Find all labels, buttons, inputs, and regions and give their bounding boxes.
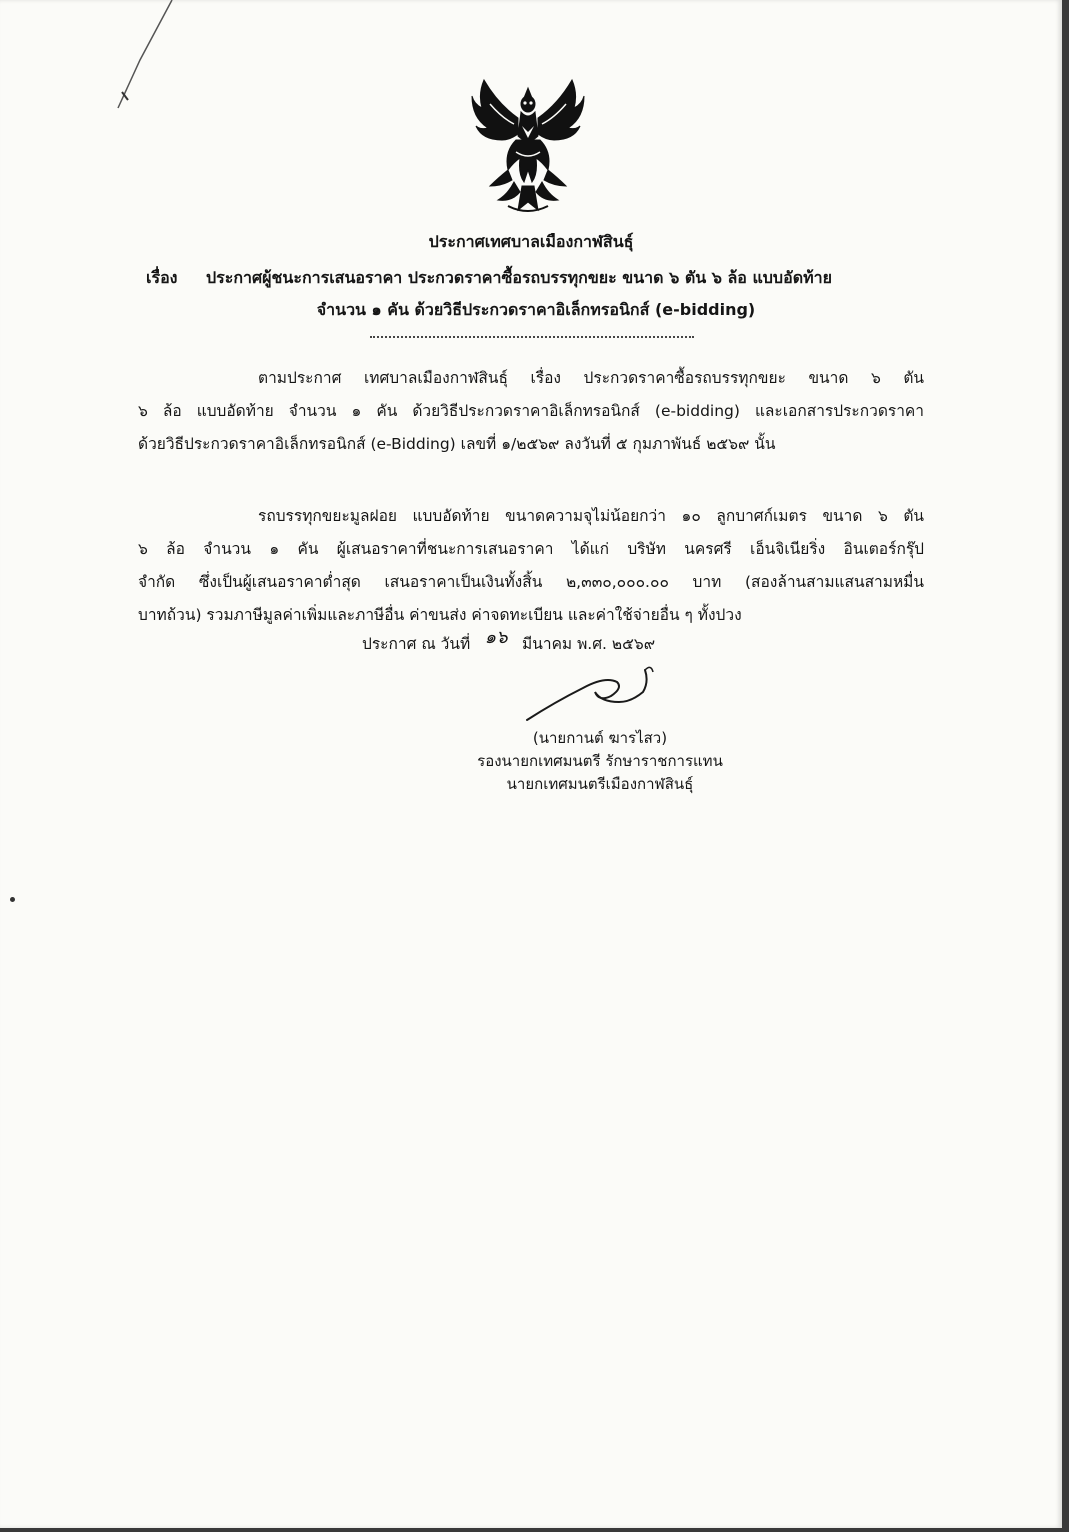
paragraph-winner	[138, 500, 924, 632]
subject-line-1: ประกาศผู้ชนะการเสนอราคา ประกวดราคาซื้อรถบรรทุกขยะ ขนาด ๖ ตัน ๖ ล้อ แบบอัดท้าย	[206, 268, 832, 287]
signer-title: รองนายกเทศมนตรี รักษาราชการแทน	[477, 752, 723, 770]
signer-office: นายกเทศมนตรีเมืองกาฬสินธุ์	[506, 775, 694, 793]
paragraph-reference	[138, 362, 924, 461]
subject-line-2: จำนวน ๑ คัน ด้วยวิธีประกวดราคาอิเล็กทรอนิกส์ (e-bidding)	[316, 300, 756, 319]
date-prefix: ประกาศ ณ วันที่	[362, 635, 471, 653]
paragraph-line: บาทถ้วน) รวมภาษีมูลค่าเพิ่มและภาษีอื่น ค่าขนส่ง ค่าจดทะเบียน และค่าใช้จ่ายอื่น ๆ ทั้งปวง	[138, 606, 742, 624]
paragraph-line: ๖ ล้อ แบบอัดท้าย จำนวน ๑ คัน ด้วยวิธีประกวดราคาอิเล็กทรอนิกส์ (e-bidding) และเอกสารประกวดราคา	[138, 402, 924, 420]
paragraph-line: ตามประกาศ เทศบาลเมืองกาฬสินธุ์ เรื่อง ประกวดราคาซื้อรถบรรทุกขยะ ขนาด ๖ ตัน	[258, 369, 924, 387]
announcement-heading: ประกาศเทศบาลเมืองกาฬสินธุ์	[428, 232, 634, 251]
handwritten-signature	[525, 662, 665, 722]
date-suffix: มีนาคม พ.ศ. ๒๕๖๙	[522, 635, 656, 653]
paragraph-line: ด้วยวิธีประกวดราคาอิเล็กทรอนิกส์ (e-Bidding) เลขที่ ๑/๒๕๖๙ ลงวันที่ ๕ กุมภาพันธ์ ๒๕๖๙ นั้น	[138, 435, 776, 453]
date-day-handwritten: ๑๖	[484, 627, 508, 648]
subject-label: เรื่อง	[146, 268, 178, 287]
paragraph-line: รถบรรทุกขยะมูลฝอย แบบอัดท้าย ขนาดความจุไม่น้อยกว่า ๑๐ ลูกบาศก์เมตร ขนาด ๖ ตัน	[258, 507, 924, 525]
paper-crease-mark	[0, 0, 200, 120]
signer-block	[440, 727, 760, 796]
announcement-date	[362, 628, 655, 657]
paragraph-line: จำกัด ซึ่งเป็นผู้เสนอราคาต่ำสุด เสนอราคาเป็นเงินทั้งสิ้น ๒,๓๓๐,๐๐๐.๐๐ บาท (สองล้านสามแสนสามหมื่น	[138, 573, 924, 591]
paper-speck	[10, 897, 15, 902]
dotted-divider	[370, 336, 694, 338]
signer-name: (นายกานต์ ฆารไสว)	[532, 729, 668, 747]
paragraph-line: ๖ ล้อ จำนวน ๑ คัน ผู้เสนอราคาที่ชนะการเสนอราคา ได้แก่ บริษัท นครศรี เอ็นจิเนียริ่ง อินเตอร์กรุ๊ป	[138, 540, 924, 558]
garuda-emblem-icon	[468, 74, 588, 216]
